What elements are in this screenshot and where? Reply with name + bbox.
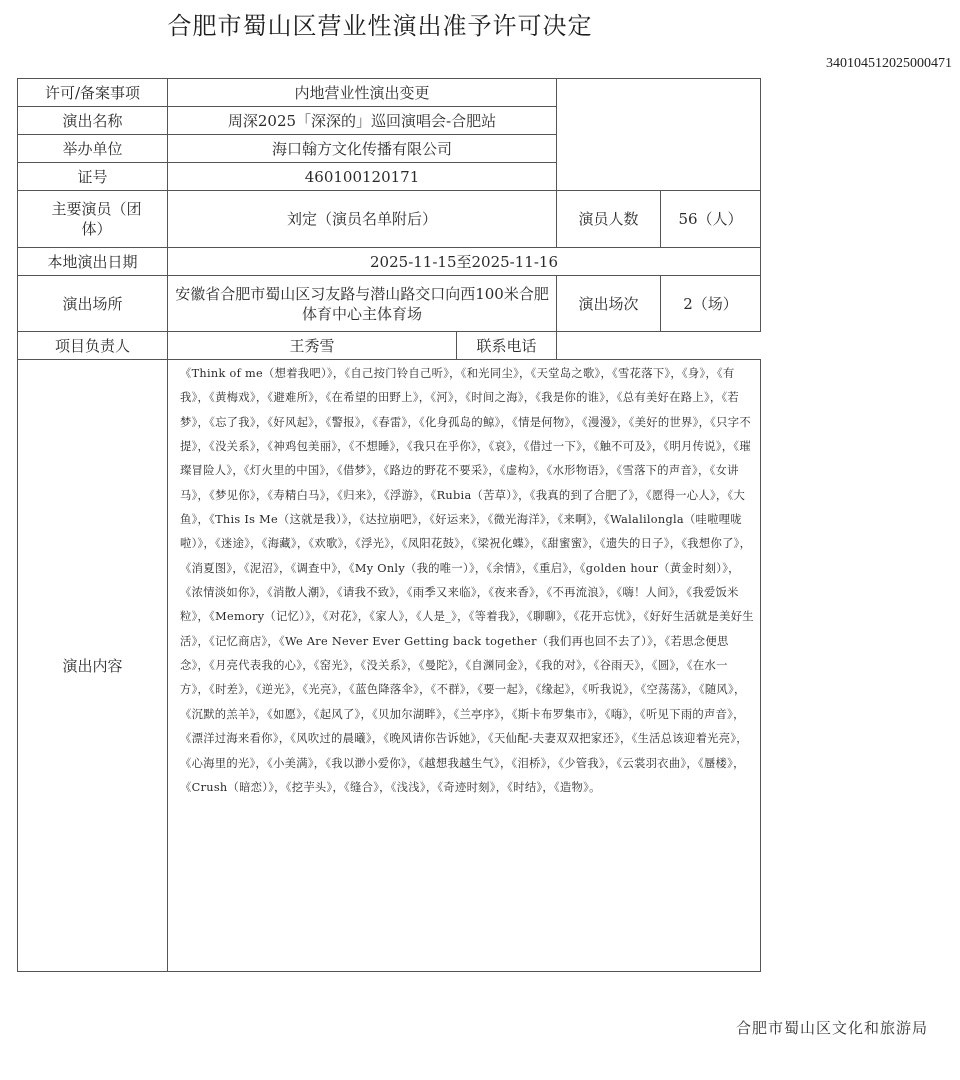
row-venue	[18, 276, 761, 332]
document-number: 340104512025000471	[826, 56, 952, 71]
value-organizer: 海口翰方文化传播有限公司	[168, 135, 557, 163]
value-phone	[557, 332, 761, 360]
value-venue: 安徽省合肥市蜀山区习友路与潜山路交口向西100米合肥体育中心主体育场	[168, 276, 557, 332]
label-content: 演出内容	[18, 360, 168, 972]
label-venue: 演出场所	[18, 276, 168, 332]
label-manager: 项目负责人	[18, 332, 168, 360]
label-organizer: 举办单位	[18, 135, 168, 163]
row-date	[18, 248, 761, 276]
label-name: 演出名称	[18, 107, 168, 135]
value-performers: 刘定（演员名单附后）	[168, 191, 557, 248]
value-cert: 460100120171	[168, 163, 557, 191]
permit-table	[17, 78, 761, 972]
value-content: 《Think of me（想着我吧）》，《自己按门铃自己听》，《和光同尘》，《天堂岛之歌》，《雪花落下》，《身》，《有我》，《黄梅戏》，《避难所》，《在希望的田野上》，《河》，《时间之海》，《我是你的谁》，《总有美好在路上》，《若梦》，《忘了我》，《好风起》，《警报》，《春雷》，《化身孤岛的鲸》，《情是何物》，《漫漫》，《美好的世界》，《只字不提》，《没关系》，《神鸡包美丽》，《不想睡》，《我只在乎你》，《哀》，《借过一下》，《触不可及》，《明月传说》，《璀璨冒险人》，《灯火里的中国》，《借梦》，《路边的野花不要采》，《虚构》，《水形物语》，《雪落下的声音》，《女讲马》，《梦见你》，《寿精白马》，《归来》，《浮游》，《Rubia（苦草）》，《我真的到了合肥了》，《愿得一心人》，《大鱼》，《This Is Me（这就是我）》，《达拉崩吧》，《好运来》，《微光海洋》，《来啊》，《Walalilongla（哇啦哩咙啦）》，《迷途》，《海藏》，《欢歌》，《浮光》，《凤阳花鼓》，《梁祝化蝶》，《甜蜜蜜》，《遗失的日子》，《我想你了》，《消夏图》，《泥沼》，《调查中》，《My Only（我的唯一）》，《余情》，《重启》，《golden hour（黄金时刻）》，《浓情淡如你》，《消散人潮》，《请我不致》，《雨季又来临》，《夜来香》，《不再流浪》，《嗨！人间》，《我爱饭米粒》，《Memory（记忆）》，《对花》，《家人》，《人是_》，《等着我》，《聊聊》，《花开忘忧》，《好好生活就是美好生活》，《记忆商店》，《We Are Never Ever Getting back together（我们再也回不去了）》，《若思念便思念》，《月亮代表我的心》，《窑光》，《没关系》，《曼陀》，《自渊同金》，《我的对》，《谷雨天》，《圆》，《在水一方》，《时差》，《逆光》，《光亮》，《蓝色降落伞》，《不群》，《要一起》，《缘起》，《听我说》，《空荡荡》，《随风》，《沉默的羔羊》，《如愿》，《起风了》，《贝加尔湖畔》，《兰亭序》，《斯卡布罗集市》，《嗨》，《听见下雨的声音》，《漂洋过海来看你》，《风吹过的晨曦》，《晚风请你告诉她》，《天仙配-夫妻双双把家还》，《生活总该迎着光亮》，《心海里的光》，《小美满》，《我以渺小爱你》，《越想我越生气》，《泪桥》，《少管我》，《云裳羽衣曲》，《蜃楼》，《Crush（暗恋）》，《挖芋头》，《缝合》，《浅浅》，《奇迹时刻》，《时结》，《造物》。	[168, 360, 761, 972]
label-performers: 主要演员（团体）	[18, 191, 168, 248]
label-cert: 证号	[18, 163, 168, 191]
value-name: 周深2025「深深的」巡回演唱会-合肥站	[168, 107, 557, 135]
issuer: 合肥市蜀山区文化和旅游局	[735, 1019, 928, 1037]
value-date: 2025-11-15至2025-11-16	[168, 248, 761, 276]
label-date: 本地演出日期	[18, 248, 168, 276]
label-item: 许可/备案事项	[18, 79, 168, 107]
label-phone: 联系电话	[457, 332, 557, 360]
label-sessions: 演出场次	[557, 276, 661, 332]
row-content	[18, 360, 761, 972]
label-performer-count: 演员人数	[557, 191, 661, 248]
value-performer-count: 56（人）	[661, 191, 761, 248]
value-sessions: 2（场）	[661, 276, 761, 332]
row-manager	[18, 332, 761, 360]
blank-cell	[557, 79, 761, 191]
row-item	[18, 79, 761, 107]
value-item: 内地营业性演出变更	[168, 79, 557, 107]
document-title: 合肥市蜀山区营业性演出准予许可决定	[167, 12, 593, 40]
value-manager: 王秀雪	[168, 332, 457, 360]
row-performers	[18, 191, 761, 248]
